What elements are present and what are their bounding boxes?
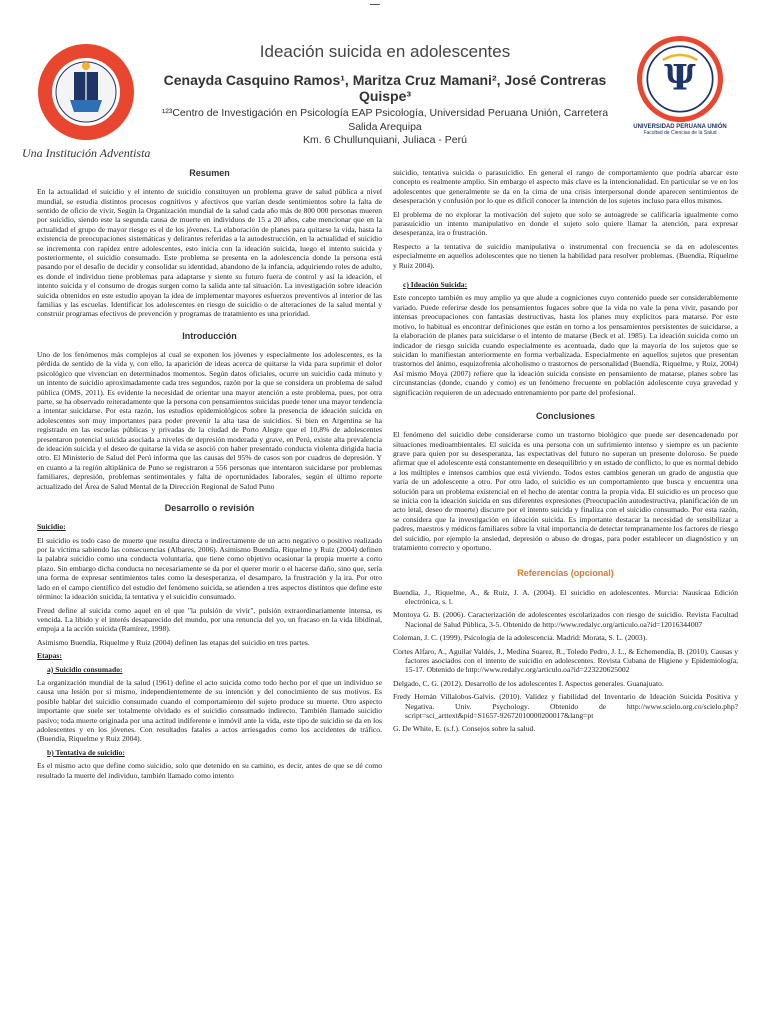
faculty-logo: [620, 36, 740, 136]
paper-header: [0, 32, 768, 160]
etapa-b-text: Es el mismo acto que define como suicidio, solo que detenido en su camino, es decir, antes de que se dé como resultado la muerte del individuo, también llamado como intento: [37, 761, 382, 780]
faculty-logo-subtitle: Facultad de Ciencias de la Salud: [643, 130, 717, 136]
reference-item: Delgado, C. G. (2012). Desarrollo de los adolescentes I. Aspectos generales. Guanajuato.: [393, 678, 664, 688]
left-column: [37, 168, 382, 784]
author-list: Cenayda Casquino Ramos¹, Maritza Cruz Mamani², José Contreras Quispe³: [163, 72, 607, 104]
university-logo: [22, 42, 150, 161]
title-block: [150, 42, 620, 148]
affiliation-line-1: ¹²³Centro de Investigación en Psicología EAP Psicología, Universidad Peruana Unión, Carretera Salida Arequipa: [161, 107, 609, 133]
resumen-heading: Resumen: [189, 168, 230, 178]
suicidio-paragraph-1: El suicidio es todo caso de muerte que resulta directa o indirectamente de un acto negativo o positivo realizado por la víctima sabiendo las consecuencias (Albares, 2006). Asimismo Buendía, Riquelme y Ruiz (2004) definen la palabra suicidio como una conducta voluntaria, que tiene como objetivo ocasionar la propia muerte a corto plazo. Sin embargo dicha conducta no necesariamente se da por el querer morir o el hacerse daño, sino que, sería una forma de expresar sentimientos tales como la desesperanza, el desamparo, la frustración y la ira. Por otro lado en el campo científico del estudio del fenómeno suicida, se atienden a tres aspectos distintos que define este término: la ideación suicida, la tentativa y el suicidio consumado.: [37, 535, 382, 602]
etapa-a-heading: a) Suicidio consumado:: [47, 664, 123, 674]
conclusiones-heading: Conclusiones: [535, 410, 595, 421]
svg-text:Ψ: Ψ: [664, 58, 696, 99]
reference-item: Cortes Alfaro, A., Aguilar Valdés, J., Medina Suarez, R., Toledo Pedro, J. L., & Echemendía, B. (2010). Causas y factores asociados con el intento de suicidio en adolescentes. Revista Cubana de Higiene y Epidemiología, 15-17. Obtenido de http://www.redalyc.org/articulo.oa?id=223220625002: [393, 646, 738, 675]
intro-text: Uno de los fenómenos más complejos al cual se exponen los jóvenes y especialmente los adolescentes, es la pérdida de sentido de la vida y, con ello, la aparición de ideas acerca de quitarse la vida para suprimir el dolor psicológico que vivencian en determinados momentos. Según datos oficiales, ocurre un suicidio cada minuto y un intento de suicidio aproximadamente cada tres segundos, razón por la que se considera un problema de salud pública (OMS, 2011). Es evidente la necesidad de orientar una mayor atención a este problema, pues, por otra parte, se ha observado reiteradamente que la persona con pensamientos suicidas puede tener una mayor tendencia a intentar suicidarse. Por esta razón, los estudios epidemiológicos sobre la presencia de ideación suicida en adolescentes son muy importantes para poder prevenir la alta tasa de suicidios. Si bien en Argentina se ha registrado en las escuelas públicas y privadas de la ciudad de Porto Alegre que el 10,8% de adolescentes presentaron potencial suicida asociada a niveles de depresión moderada y grave, en Perú, existe alta prevalencia de ideación suicida y el deseo de quitarse la vida se asoció con haber presentado conducta violenta dirigida hacia otro. El Ministerio de Salud del Perú informa que las causas del 95% de casos son por cuadros de depresión. Y en cuanto a la región altiplánica de Puno se registraron a 556 personas que intentaron suicidarse por problemas familiares, depresión, problemas sentimentales y falta de oportunidades laborales, según el último reporte actualizado del Área de Salud Mental de la Dirección Regional de Salud Puno: [37, 350, 382, 491]
right-column: [393, 168, 738, 738]
reference-item: Montoya G. B. (2006). Caracterización de adolescentes escolarizados con riesgo de suicidio. Revista Facultad Nacional de Salud Pública, 3-5. Obtenido de http://www.redalyc.org/articulo.oa?id=12016344007: [393, 610, 738, 629]
affiliation-line-2: Km. 6 Chullunquiani, Juliaca - Perú: [302, 134, 467, 147]
etapa-c-heading: c) Ideación Suicida:: [403, 280, 468, 290]
reference-item: Buendía, J., Riquelme, A., & Ruiz, J. A. (2004). El suicidio en adolescentes. Murcia: Nausícaa Edición electrónica, s. l.: [393, 587, 738, 606]
faculty-logo-name: UNIVERSIDAD PERUANA UNIÓN: [633, 124, 727, 130]
university-seal-icon: [36, 42, 136, 142]
psychology-seal-icon: [637, 36, 723, 122]
intro-heading: Introducción: [182, 330, 237, 341]
conclusiones-text: El fenómeno del suicidio debe considerarse como un trastorno biológico que puede ser desencadenado por situaciones medioambientales. El suicida es una persona con un sufrimiento intenso y siempre es un paciente grave para quien por su desesperanza, las expectativas del futuro no superan un presente doloroso. Se puede afirmar que el adolescente está constantemente en desequilibrio y en estado de conflicto, lo que es normal debido a los múltiples e intensos cambios que está viviendo. Todos estos cambios generan un grado de angustia que varía de un adolescente a otro. Por otro lado, el suicidio es un comportamiento que busca y encuentra una solución para un problema existencial en el hecho de atentar contra la propia vida. El suicidio es un proceso que se inicia con la ideación suicida en sus diferentes expresiones (Preocupación autodestructiva, planificación de un acto letal, deseo de muerte) discurre por el intento suicida y finaliza con el suicidio consumado. Por esta razón, se considera que la investigación en ideación suicida. Es importante destacar la necesidad de sensibilizar a padres, maestros y médicos familiares sobre la vital importancia de detectar tempranamente los factores de riesgo del suicidio, por ejemplo la ansiedad, depresión o abuso de drogas, para poder establecer un diagnóstico y un tratamiento correcto y oportuno.: [393, 430, 738, 552]
desarrollo-heading: Desarrollo o revisión: [164, 503, 255, 514]
tentativa-continued-2: El problema de no explorar la motivación del sujeto que solo se autoagrede se calificaría igualmente como parasuicidio un intento manipulativo en donde el sujeto solo quiere llamar la atención, para expresar desesperanza, ira o frustración.: [393, 209, 738, 238]
etapa-a-text: La organización mundial de la salud (1961) define el acto suicida como todo hecho por el que un individuo se causa una lesión por sí mismo, independientemente de su intención y del conocimiento de sus motivos. Es posible hablar del suicidio consumado cuando el comportamiento del sujeto produce su muerte. Otro aspecto importante que suele ser totalmente olvidado es el suicidio consumado indirecto. También llamado suicidio pasivo; toda muerte originada por una actitud indiferente e inmóvil ante la vida, este tipo de suicidio se da en los adolescentes y en los jóvenes. Con resultados fatales a actos arriesgados como los accidentes de tráfico. (Buendía, Riquelme y Ruiz 2004).: [37, 677, 382, 744]
reference-item: Coleman, J. C. (1999). Psicología de la adolescencia. Madrid: Morata, S. L. (2003).: [393, 633, 648, 643]
suicidio-subheading: Suicidio:: [37, 522, 66, 532]
suicidio-paragraph-2: Freud define al suicida como aquel en el que "la pulsión de vivir", pulsión extraordinariamente intensa, es vencida. La libido y el interés desaparecido del mundo, por una renuncia del yo, un fracaso en la vida libidinal, empuja a la acción suicida (Ramírez, 1998).: [37, 605, 382, 634]
resumen-text: En la actualidad el suicidio y el intento de suicidio constituyen un problema grave de salud pública a nivel mundial, se estudia distintos procesos cognitivos y afectivos que varían desde sentimientos sobre la falta de sentido de oficio de vivir, Según la Organización mundial de la salud cada año más de 800 000 personas mueren por suicidio, siendo este la segunda causa de muerte en individuos de 15 a 20 años, cabe mencionar que en la actualidad el grupo de mayor riesgo es el de los jóvenes. La elaboración de planes para quitarse la vida, hasta la existencia de preocupaciones sistemáticas y delirantes referidas a la autodestrucción, en la actualidad el suicidio se incrementa con rapidez entre adolescentes, esto inicia con la ideación suicida, luego el intento suicida y posteriormente, el suicidio consumado. Este problema se presenta en la adolescencia donde la persona está pasando por el desafío de decidir y consolidar su identidad, abandono de la infancia, adquiriendo roles de adulto, es donde el individuo tiene problemas para adaptarse y siente su futuro fuera de control y así la ideación, el intento suicida y el consumo de drogas surgen como la salida ante tal situación. La investigación sobre ideación suicida obtenidos en este estudio apoyan la idea de implementar mayores esfuerzos preventivos al interior de las familias y las escuelas. Identificar los adolescentes en riesgo de suicidio o de alteraciones de la salud mental y construir programas efectivos de prevención y programas de tratamiento es una prioridad.: [37, 187, 382, 319]
tentativa-continued-3: Respecto a la tentativa de suicidio manipulativa o instrumental con frecuencia se da en adolescentes especialmente en aquellos adolescentes que no tienen la habilidad para resolver problemas. (Buendía, Riquelme y Ruiz 2004).: [393, 241, 738, 270]
reference-item: Fredy Hernán Villalobos-Galvis. (2010). Validez y fiabilidad del Inventario de Ideación Suicida Positiva y Negativa. Univ. Psychology. Obtenido de http://www.scielo.org.co/scielo.php?script=sci_arttext&pid=S1657-92672010000200017&lang=pt: [393, 692, 738, 720]
paper-title: Ideación suicida en adolescentes: [259, 42, 511, 61]
logo-motto: Una Institución Adventista: [22, 146, 151, 160]
referencias-heading: Referencias (opcional): [517, 568, 614, 579]
etapa-b-heading: b) Tentativa de suicidio:: [47, 747, 125, 757]
suicidio-paragraph-3: Asimismo Buendía, Riquelme y Ruiz (2004) definen las etapas del suicidio en tres partes.: [37, 637, 310, 647]
etapa-c-text: Este concepto también es muy amplio ya que alude a cogniciones cuyo contenido puede ser considerablemente variado. Puede referirse desde los pensamientos fugaces sobre que la vida no vale la pena vivir, pasando por intensas preocupaciones con fantasías destructivas, hasta los planes muy explícitos para matarse. Por este motivo, lo habitual es encontrar definiciones que están en torno a los pensamientos persistentes de suicidarse, a la elaboración de planes para suicidarse o el intento de matarse (Beck et al. 1985). La ideación suicida como un indicador de riesgo suicida cuando especialmente es acentuada, dado que la mayoría de los sujetos que se suicidan lo manifiestan anteriormente en forma verbalizada. Especialmente en aquellos sujetos que presentan trastornos del ánimo, esquizofrenia alcoholismo o trastornos de personalidad (Buendía, Riquelme, y Ruiz, 2004) Así mismo Moya (2007) refiere que la ideación suicida consiste en pensamiento de matarse, planes sobre las circunstancias (donde, cuando y como) es un fenómeno frecuente en población adolescente cuya gravedad y significación requieren de un adecuado entrenamiento por parte del profesional.: [393, 293, 738, 397]
affiliation: [150, 107, 620, 148]
page-dash: [370, 4, 380, 5]
tentativa-continued-1: suicidio, tentativa suicida o parasuicidio. En general el rango de comportamiento que podría abarcar este concepto es realmente amplio. Sin embargo el aspecto más clave es la intencionalidad. En particular se ve en los adolescentes que generalmente se da en la cima de una crisis interpersonal donde aparecen sentimientos de desesperación y confusión por lo que es difícil conocer la intención de los sujetos incluso para ellos mismos.: [393, 168, 738, 206]
etapas-subheading: Etapas:: [37, 651, 62, 661]
reference-item: G. De White, E. (s.f.). Consejos sobre la salud.: [393, 724, 536, 734]
reference-list: [393, 588, 738, 734]
